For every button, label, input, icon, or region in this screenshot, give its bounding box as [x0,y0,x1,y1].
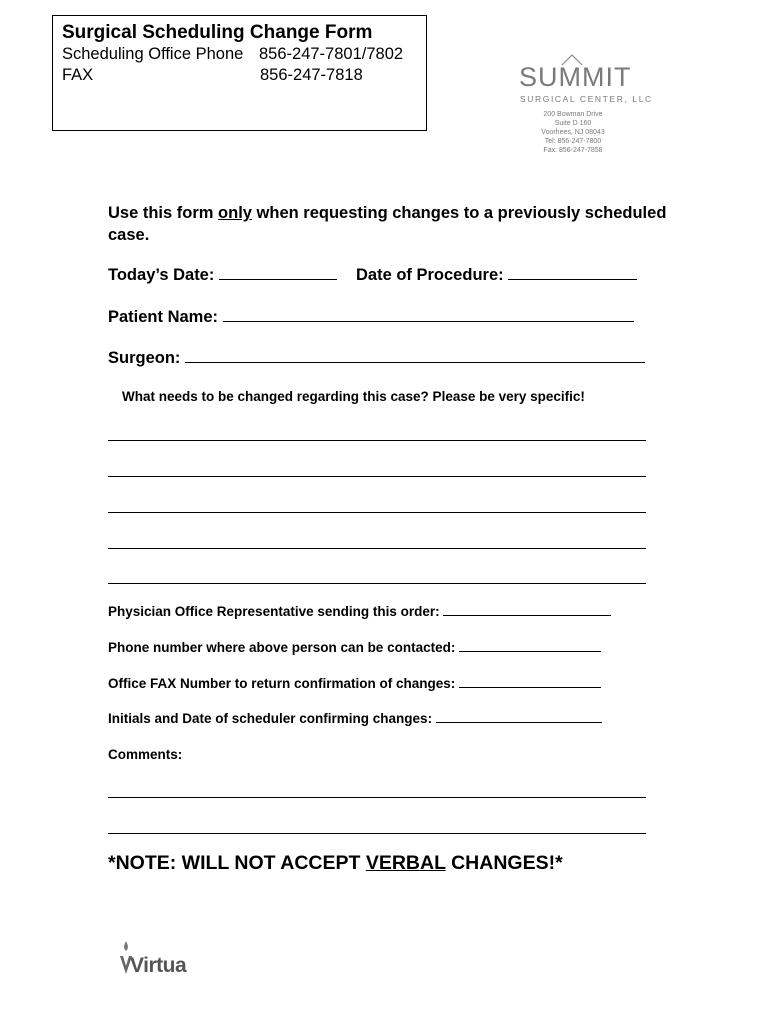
intro-emphasis: only [218,204,252,222]
address-line: 200 Bowman Drive [543,111,603,118]
todays-date-label: Today’s Date: [108,266,215,284]
answer-line[interactable] [108,476,646,477]
procedure-date-field [356,265,637,285]
summit-logo-name: SUMMIT [519,62,632,92]
answer-line[interactable] [108,548,646,549]
fax-value: 856-247-7818 [260,66,363,84]
representative-field [108,604,611,619]
virtua-logo: Virtua [130,954,187,977]
address-line: Suite D 160 [554,120,592,127]
office-fax-field [108,676,601,691]
address-line: Fax: 856-247-7858 [543,147,603,154]
intro-before: Use this form [108,204,214,222]
change-question: What needs to be changed regarding this case? Please be very specific! [122,389,585,404]
office-fax-label: Office FAX Number to return confirmation of changes: [108,676,456,691]
address-line: Voorhees, NJ 08043 [541,129,605,136]
form-title: Surgical Scheduling Change Form [62,22,373,43]
surgeon-field [108,348,645,368]
intro-after: when requesting changes to a previously scheduled case. [108,204,667,244]
procedure-date-line[interactable] [508,265,637,280]
contact-phone-label: Phone number where above person can be contacted: [108,640,456,655]
contact-phone-line[interactable] [459,640,601,652]
answer-line[interactable] [108,583,646,584]
note-emphasis: VERBAL [365,852,446,874]
procedure-date-label: Date of Procedure: [356,266,504,284]
scheduler-initials-line[interactable] [436,711,602,723]
representative-line[interactable] [443,604,611,616]
note-after: CHANGES!* [451,852,563,874]
patient-name-field [108,307,634,327]
comments-label: Comments: [108,747,183,762]
comment-line[interactable] [108,797,646,798]
contact-phone-field [108,640,601,655]
representative-label: Physician Office Representative sending this order: [108,604,440,619]
office-fax-line[interactable] [459,676,601,688]
summit-logo-subtitle: SURGICAL CENTER, LLC [520,94,653,104]
answer-line[interactable] [108,512,646,513]
surgeon-line[interactable] [185,348,645,363]
todays-date-line[interactable] [219,265,337,280]
comment-line[interactable] [108,833,646,834]
scheduler-initials-field [108,711,602,726]
note-before: *NOTE: WILL NOT ACCEPT [108,852,361,874]
summit-address [528,110,618,155]
scheduler-initials-label: Initials and Date of scheduler confirming changes: [108,711,433,726]
intro-text [108,202,668,246]
verbal-changes-note [108,852,563,875]
surgeon-label: Surgeon: [108,349,181,367]
phone-value: 856-247-7801/7802 [259,45,404,63]
fax-label: FAX [62,66,94,84]
patient-name-label: Patient Name: [108,308,219,326]
phone-label: Scheduling Office Phone [62,45,244,63]
answer-line[interactable] [108,440,646,441]
address-line: Tel: 856-247-7800 [544,138,602,145]
todays-date-field [108,265,337,285]
patient-name-line[interactable] [223,307,634,322]
